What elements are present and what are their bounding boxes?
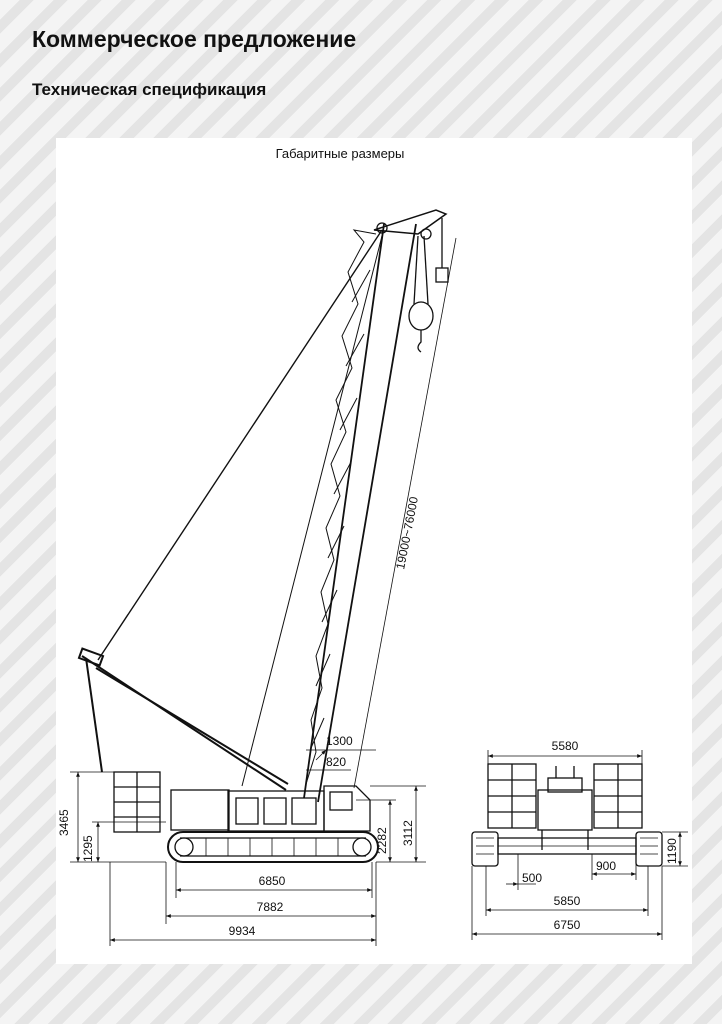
upper-house <box>171 790 324 831</box>
dim-500: 500 <box>522 871 543 885</box>
dim-1190: 1190 <box>665 838 679 864</box>
mast <box>79 649 288 790</box>
dim-6750: 6750 <box>553 918 581 932</box>
dim-7882: 7882 <box>256 900 284 914</box>
dim-6850: 6850 <box>258 874 286 888</box>
operator-cab <box>324 786 370 831</box>
page-subtitle: Техническая спецификация <box>32 80 267 99</box>
rear-tracks <box>472 832 662 866</box>
rear-counterweight-right <box>594 764 642 828</box>
dim-3112: 3112 <box>401 820 415 846</box>
dim-2282: 2282 <box>375 827 389 854</box>
pendant-line-2 <box>242 236 382 786</box>
drawing-heading: Габаритные размеры <box>275 146 405 161</box>
boom-head <box>374 210 446 239</box>
dim-3465: 3465 <box>57 809 71 836</box>
dim-900: 900 <box>596 859 617 873</box>
dim-820: 820 <box>326 755 347 769</box>
dim-5580: 5580 <box>551 739 579 753</box>
crane-rear-view <box>472 764 662 866</box>
crane-dimensions-drawing <box>56 138 692 964</box>
rear-counterweight-left <box>488 764 536 828</box>
dimensions-drawing-panel <box>56 138 692 964</box>
lattice-boom <box>304 224 416 802</box>
dim-1300: 1300 <box>326 734 353 748</box>
dim-9934: 9934 <box>228 924 256 938</box>
dim-5850: 5850 <box>553 894 581 908</box>
page-title: Коммерческое предложение <box>32 26 357 52</box>
counterweight-stack <box>114 772 160 832</box>
dim-boom-length: 19000~76000 <box>393 495 422 571</box>
dim-1295: 1295 <box>81 835 95 862</box>
crawler-track <box>168 832 378 862</box>
